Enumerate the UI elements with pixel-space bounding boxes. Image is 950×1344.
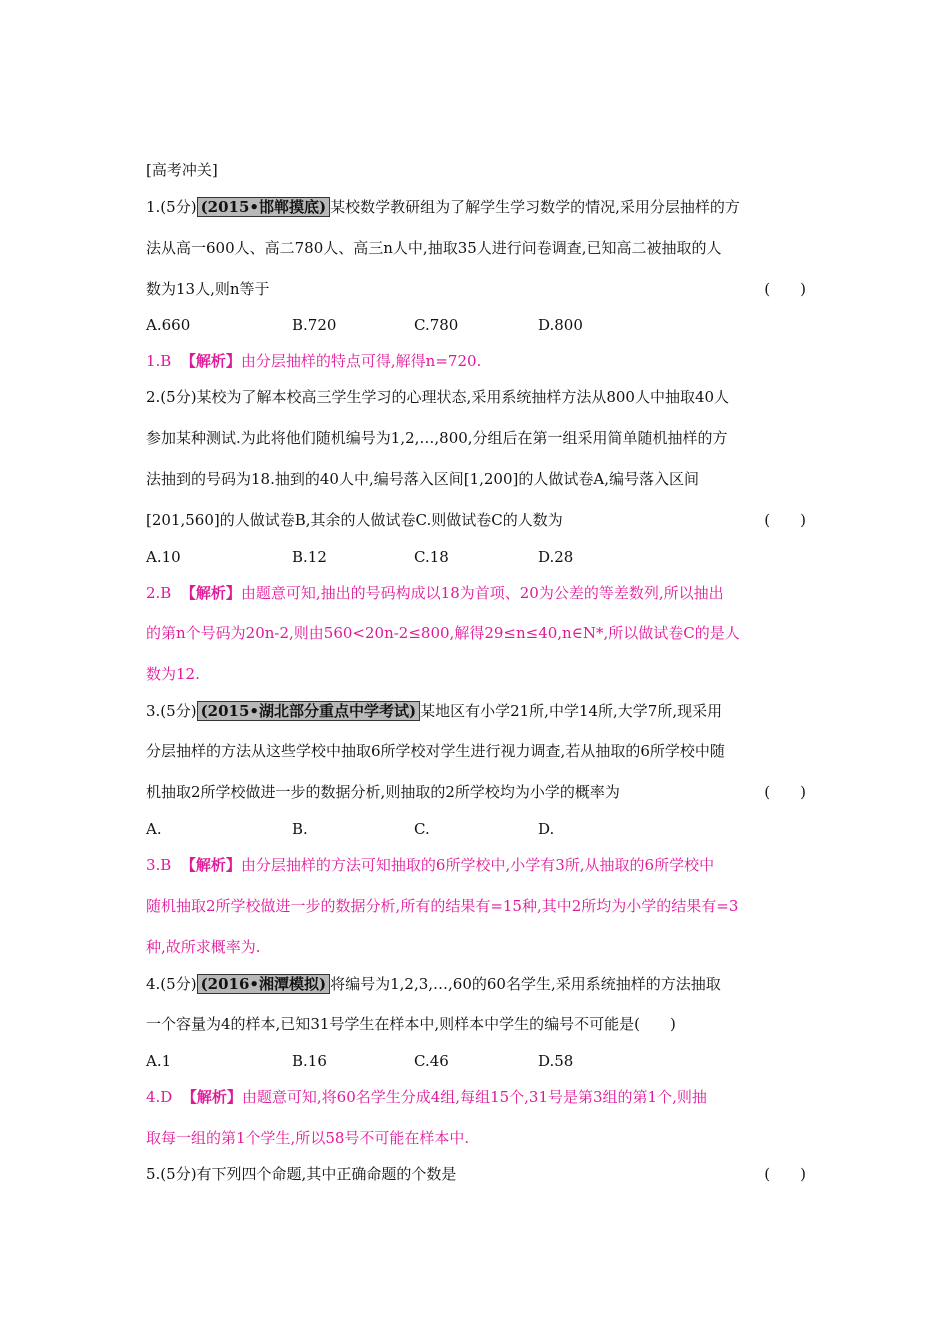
q1-option-c: C.780 [414, 316, 459, 334]
q3-prefix: 3.(5分) [146, 702, 197, 720]
q3-line1 [146, 701, 806, 721]
a2-line3: 数为12. [146, 665, 200, 683]
q3-option-a: A. [146, 820, 162, 838]
a1-key: 1.B [146, 352, 172, 370]
q3-option-b: B. [292, 820, 308, 838]
q2-option-d: D.28 [538, 548, 574, 566]
q1-text3: 数为13人,则n等于 [146, 280, 270, 298]
q2-option-a: A.10 [146, 548, 181, 566]
q3-option-d: D. [538, 820, 555, 838]
q3-source-tag: (2015•湖北部分重点中学考试) [197, 701, 421, 721]
q2-line1: 2.(5分)某校为了解本校高三学生学习的心理状态,采用系统抽样方法从800人中抽取40人 [146, 388, 730, 406]
a4-text1: 由题意可知,将60名学生分成4组,每组15个,31号是第3组的第1个,则抽 [241, 1088, 707, 1106]
q4-prefix: 4.(5分) [146, 975, 197, 993]
q2-text4: [201,560]的人做试卷B,其余的人做试卷C.则做试卷C的人数为 [146, 511, 563, 529]
a2-text1: 由题意可知,抽出的号码构成以18为首项、20为公差的等差数列,所以抽出 [240, 584, 724, 602]
q2-answer-bracket: ( ) [764, 511, 806, 529]
q2-line4 [146, 510, 806, 530]
q2-line3: 法抽到的号码为18.抽到的40人中,编号落入区间[1,200]的人做试卷A,编号落入区间 [146, 470, 699, 488]
q2-option-b: B.12 [292, 548, 327, 566]
q5-text1: 5.(5分)有下列四个命题,其中正确命题的个数是 [146, 1165, 457, 1183]
q4-option-a: A.1 [146, 1052, 172, 1070]
q1-text1: 某校数学教研组为了解学生学习数学的情况,采用分层抽样的方 [330, 198, 740, 216]
q2-option-c: C.18 [414, 548, 449, 566]
q1-line1 [146, 197, 806, 217]
q4-source-tag: (2016•湘潭模拟) [197, 974, 331, 994]
q1-answer-bracket: ( ) [764, 280, 806, 298]
a4-label: 【解析】 [181, 1088, 242, 1106]
q3-line2: 分层抽样的方法从这些学校中抽取6所学校对学生进行视力调查,若从抽取的6所学校中随 [146, 742, 725, 760]
q4-option-d: D.58 [538, 1052, 574, 1070]
q3-text1: 某地区有小学21所,中学14所,大学7所,现采用 [420, 702, 723, 720]
a2-line2: 的第n个号码为20n-2,则由560<20n-2≤800,解得29≤n≤40,n∈N*,所以做试卷C的是人 [146, 624, 740, 642]
section-title: [高考冲关] [146, 161, 218, 179]
q4-option-b: B.16 [292, 1052, 327, 1070]
q1-option-b: B.720 [292, 316, 337, 334]
a1-text: 由分层抽样的特点可得,解得n=720. [240, 352, 482, 370]
a2-line1 [146, 583, 806, 603]
q3-text3: 机抽取2所学校做进一步的数据分析,则抽取的2所学校均为小学的概率为 [146, 783, 620, 801]
q1-source-tag: (2015•邯郸摸底) [197, 197, 331, 217]
a2-label: 【解析】 [180, 584, 241, 602]
a4-line1 [146, 1087, 806, 1107]
a3-line2: 随机抽取2所学校做进一步的数据分析,所有的结果有=15种,其中2所均为小学的结果有=3 [146, 897, 739, 915]
a3-label: 【解析】 [180, 856, 241, 874]
q5-answer-bracket: ( ) [764, 1165, 806, 1183]
a3-text1: 由分层抽样的方法可知抽取的6所学校中,小学有3所,从抽取的6所学校中 [240, 856, 715, 874]
a4-key: 4.D [146, 1088, 173, 1106]
a1-label: 【解析】 [180, 352, 241, 370]
a3-line1 [146, 855, 806, 875]
q1-prefix: 1.(5分) [146, 198, 197, 216]
a3-line3: 种,故所求概率为. [146, 938, 261, 956]
q4-text1: 将编号为1,2,3,…,60的60名学生,采用系统抽样的方法抽取 [330, 975, 721, 993]
q2-line2: 参加某种测试.为此将他们随机编号为1,2,…,800,分组后在第一组采用简单随机抽样的方 [146, 429, 728, 447]
a1-line1 [146, 351, 806, 371]
q4-option-c: C.46 [414, 1052, 449, 1070]
q3-line3 [146, 782, 806, 802]
q5-line1 [146, 1164, 806, 1184]
q4-line2: 一个容量为4的样本,已知31号学生在样本中,则样本中学生的编号不可能是( ) [146, 1015, 676, 1033]
q1-option-a: A.660 [146, 316, 191, 334]
q1-line2: 法从高一600人、高二780人、高三n人中,抽取35人进行问卷调查,已知高二被抽取的人 [146, 239, 722, 257]
q1-option-d: D.800 [538, 316, 583, 334]
a3-key: 3.B [146, 856, 172, 874]
q4-line1 [146, 974, 806, 994]
a4-line2: 取每一组的第1个学生,所以58号不可能在样本中. [146, 1129, 470, 1147]
q3-option-c: C. [414, 820, 430, 838]
q3-answer-bracket: ( ) [764, 783, 806, 801]
a2-key: 2.B [146, 584, 172, 602]
q1-line3 [146, 279, 806, 299]
